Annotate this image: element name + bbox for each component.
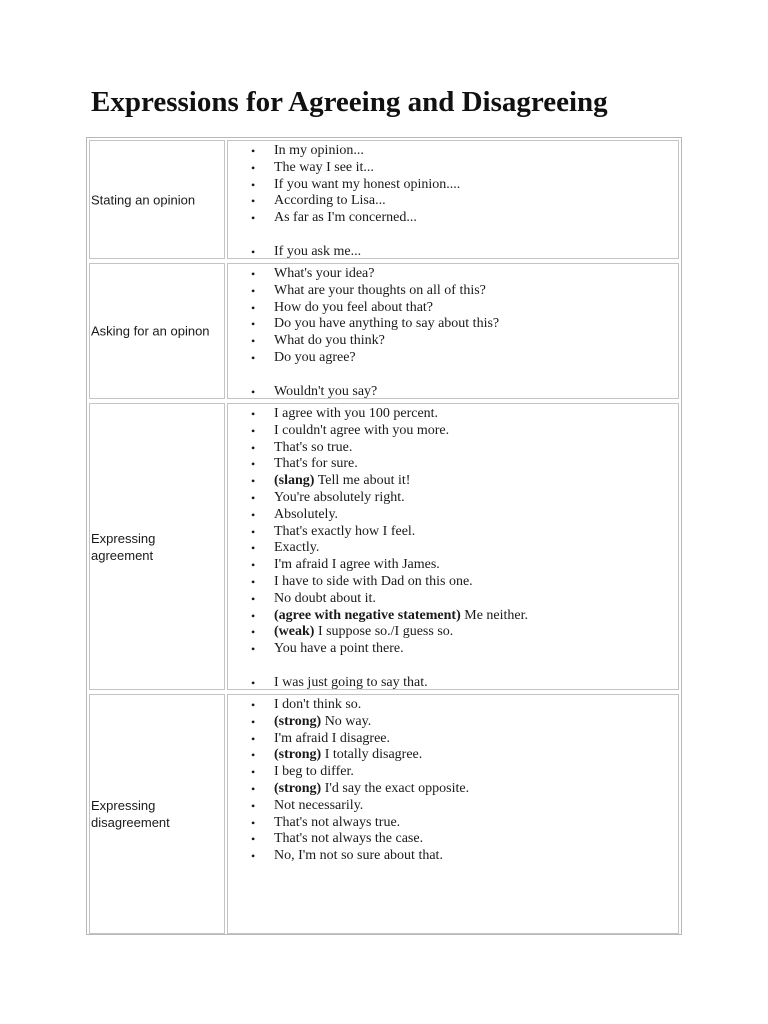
phrase-list xyxy=(228,143,460,261)
row-label-cell xyxy=(89,403,225,690)
phrase-text: Not necessarily. xyxy=(274,797,364,813)
phrase-text: That's exactly how I feel. xyxy=(274,523,416,539)
list-item xyxy=(228,675,528,692)
phrase-text: As far as I'm concerned... xyxy=(274,210,417,226)
phrase-qualifier: (strong) xyxy=(274,780,322,796)
list-item xyxy=(228,193,460,210)
phrases-cell xyxy=(227,263,679,399)
list-item xyxy=(228,423,528,440)
table-row-asking-opinion xyxy=(87,261,681,401)
phrase-text: How do you feel about that? xyxy=(274,299,434,315)
phrase-text: The way I see it... xyxy=(274,159,374,175)
row-label-cell xyxy=(89,263,225,399)
row-label: Expressing disagreement xyxy=(91,798,170,830)
phrase-text: I suppose so./I guess so. xyxy=(317,624,454,640)
list-item xyxy=(228,316,499,333)
phrase-qualifier: (slang) xyxy=(274,473,315,489)
list-item xyxy=(228,160,460,177)
list-item xyxy=(228,731,469,748)
phrases-cell xyxy=(227,403,679,690)
list-item xyxy=(228,333,499,350)
list-item xyxy=(228,507,528,524)
phrase-text: You have a point there. xyxy=(274,641,404,657)
list-item xyxy=(228,244,460,261)
phrases-cell xyxy=(227,694,679,934)
phrase-text: That's not always the case. xyxy=(274,831,424,847)
expressions-table xyxy=(86,137,682,935)
phrase-text: What do you think? xyxy=(274,333,385,349)
phrases-cell xyxy=(227,140,679,259)
list-item xyxy=(228,440,528,457)
phrase-text: Tell me about it! xyxy=(317,473,411,489)
phrase-text: According to Lisa... xyxy=(274,193,386,209)
phrase-text: I was just going to say that. xyxy=(274,674,428,690)
phrase-text: Do you agree? xyxy=(274,349,356,365)
list-item xyxy=(228,473,528,490)
list-item xyxy=(228,177,460,194)
list-item xyxy=(228,747,469,764)
phrase-qualifier: (weak) xyxy=(274,624,315,640)
phrase-text: In my opinion... xyxy=(274,143,364,158)
list-item xyxy=(228,781,469,798)
phrase-text: That's for sure. xyxy=(274,456,358,472)
row-label: Stating an opinion xyxy=(91,192,196,207)
phrase-text: What's your idea? xyxy=(274,266,375,281)
phrase-text: I beg to differ. xyxy=(274,764,354,780)
table-row-disagreement xyxy=(87,692,681,936)
phrase-text: You're absolutely right. xyxy=(274,489,405,505)
phrase-text: I'm afraid I disagree. xyxy=(274,730,391,746)
phrase-text: That's not always true. xyxy=(274,814,401,830)
list-item xyxy=(228,540,528,557)
phrase-text: Do you have anything to say about this? xyxy=(274,316,500,332)
list-item xyxy=(228,350,499,367)
phrase-text: No doubt about it. xyxy=(274,590,376,606)
page-title: Expressions for Agreeing and Disagreeing xyxy=(91,86,608,118)
phrase-text: I totally disagree. xyxy=(324,747,423,763)
list-item xyxy=(228,848,469,865)
list-item xyxy=(228,714,469,731)
row-label-cell xyxy=(89,140,225,259)
list-item xyxy=(228,815,469,832)
list-item xyxy=(228,831,469,848)
list-item xyxy=(228,624,528,641)
phrase-text: I'd say the exact opposite. xyxy=(324,780,470,796)
list-item xyxy=(228,591,528,608)
phrase-qualifier: (strong) xyxy=(274,747,322,763)
table-row-stating-opinion xyxy=(87,138,681,261)
phrase-text: I don't think so. xyxy=(274,697,362,712)
phrase-text: What are your thoughts on all of this? xyxy=(274,282,486,298)
list-item xyxy=(228,406,528,423)
phrase-text: Exactly. xyxy=(274,540,320,556)
phrase-text: I'm afraid I agree with James. xyxy=(274,557,440,573)
list-item xyxy=(228,574,528,591)
phrase-text: If you want my honest opinion.... xyxy=(274,176,461,192)
phrase-qualifier: (strong) xyxy=(274,713,322,729)
row-label-cell xyxy=(89,694,225,934)
list-item xyxy=(228,798,469,815)
list-item xyxy=(228,143,460,160)
list-item xyxy=(228,557,528,574)
phrase-list xyxy=(228,266,499,400)
list-item xyxy=(228,300,499,317)
phrase-list xyxy=(228,697,469,865)
list-item xyxy=(228,608,528,625)
list-item xyxy=(228,210,460,227)
list-item xyxy=(228,697,469,714)
phrase-text: I have to side with Dad on this one. xyxy=(274,573,473,589)
phrase-list xyxy=(228,406,528,692)
phrase-text: If you ask me... xyxy=(274,243,362,259)
phrase-text: Wouldn't you say? xyxy=(274,383,378,399)
phrase-text: I couldn't agree with you more. xyxy=(274,422,450,438)
phrase-text: Absolutely. xyxy=(274,506,339,522)
phrase-text: No way. xyxy=(324,713,372,729)
phrase-text: I agree with you 100 percent. xyxy=(274,406,439,421)
list-item xyxy=(228,524,528,541)
list-item xyxy=(228,764,469,781)
phrase-text: That's so true. xyxy=(274,439,353,455)
phrase-qualifier: (agree with negative statement) xyxy=(274,607,461,623)
phrase-text: No, I'm not so sure about that. xyxy=(274,848,443,864)
list-item xyxy=(228,641,528,658)
list-item xyxy=(228,384,499,401)
list-item xyxy=(228,266,499,283)
row-label: Expressing agreement xyxy=(91,530,156,563)
row-label: Asking for an opinon xyxy=(91,323,210,339)
table-row-agreement xyxy=(87,401,681,692)
list-item xyxy=(228,283,499,300)
list-item xyxy=(228,490,528,507)
list-item xyxy=(228,456,528,473)
phrase-text: Me neither. xyxy=(464,607,529,623)
